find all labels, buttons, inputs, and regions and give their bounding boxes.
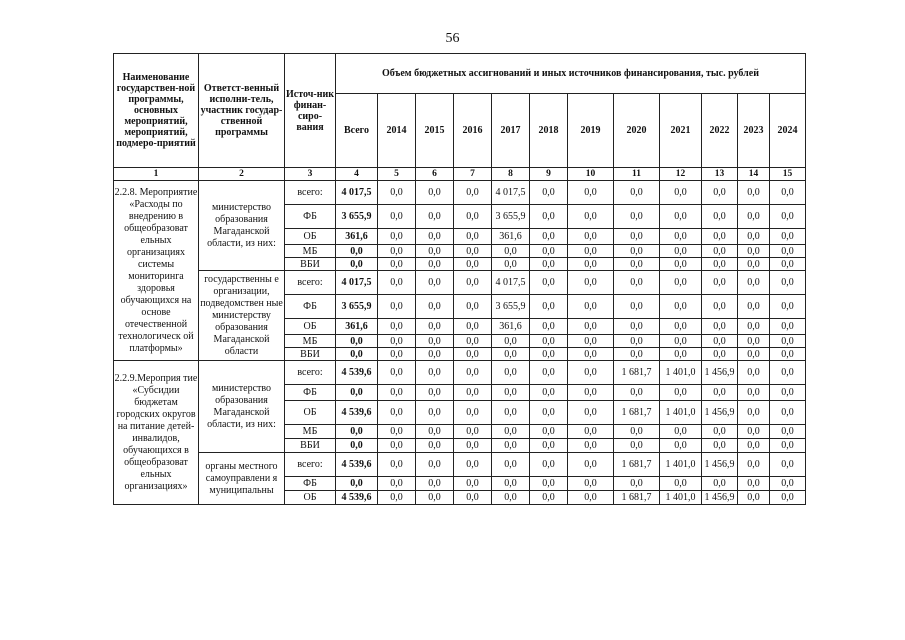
year-value-cell: 0,0 [770, 361, 806, 385]
year-value-cell: 0,0 [454, 319, 492, 335]
year-value-cell: 361,6 [492, 229, 530, 245]
year-value-cell: 0,0 [770, 258, 806, 271]
year-value-cell: 0,0 [660, 245, 702, 258]
executor-cell: органы местного самоуправлени я муниципальны [199, 453, 285, 505]
header-total: Всего [336, 94, 378, 168]
table-row [114, 361, 806, 385]
header-year: 2022 [702, 94, 738, 168]
year-value-cell: 0,0 [660, 385, 702, 401]
year-value-cell: 0,0 [568, 361, 614, 385]
year-value-cell: 0,0 [416, 181, 454, 205]
column-index: 1 [114, 168, 199, 181]
year-value-cell: 0,0 [738, 401, 770, 425]
total-cell: 0,0 [336, 385, 378, 401]
column-index: 9 [530, 168, 568, 181]
year-value-cell: 0,0 [770, 319, 806, 335]
year-value-cell: 0,0 [530, 439, 568, 453]
column-index: 5 [378, 168, 416, 181]
year-value-cell: 0,0 [416, 439, 454, 453]
year-value-cell: 0,0 [530, 319, 568, 335]
total-cell: 0,0 [336, 258, 378, 271]
year-value-cell: 0,0 [454, 348, 492, 361]
total-cell: 4 017,5 [336, 181, 378, 205]
source-cell: МБ [285, 245, 336, 258]
year-value-cell: 0,0 [568, 205, 614, 229]
year-value-cell: 0,0 [660, 295, 702, 319]
year-value-cell: 0,0 [568, 477, 614, 491]
year-value-cell: 0,0 [738, 181, 770, 205]
year-value-cell: 0,0 [492, 258, 530, 271]
total-cell: 0,0 [336, 477, 378, 491]
year-value-cell: 0,0 [568, 319, 614, 335]
year-value-cell: 0,0 [614, 258, 660, 271]
header-year: 2024 [770, 94, 806, 168]
year-value-cell: 0,0 [454, 439, 492, 453]
year-value-cell: 0,0 [738, 295, 770, 319]
year-value-cell: 1 401,0 [660, 361, 702, 385]
year-value-cell: 0,0 [454, 335, 492, 348]
year-value-cell: 0,0 [770, 181, 806, 205]
header-year: 2018 [530, 94, 568, 168]
year-value-cell: 0,0 [568, 295, 614, 319]
total-cell: 0,0 [336, 245, 378, 258]
year-value-cell: 0,0 [568, 271, 614, 295]
year-value-cell: 0,0 [378, 271, 416, 295]
source-cell: всего: [285, 453, 336, 477]
year-value-cell: 0,0 [416, 401, 454, 425]
year-value-cell: 0,0 [454, 425, 492, 439]
year-value-cell: 0,0 [702, 319, 738, 335]
header-executor: Ответст-венный исполни-тель, участник государ-ственной программы [199, 54, 285, 168]
year-value-cell: 0,0 [416, 491, 454, 505]
year-value-cell: 0,0 [738, 229, 770, 245]
year-value-cell: 0,0 [416, 425, 454, 439]
year-value-cell: 0,0 [530, 205, 568, 229]
budget-table [113, 53, 806, 505]
year-value-cell: 0,0 [660, 229, 702, 245]
header-year: 2019 [568, 94, 614, 168]
year-value-cell: 0,0 [530, 295, 568, 319]
executor-cell: государственны е организации, подведомствен ные министерству образования Магаданской области [199, 271, 285, 361]
year-value-cell: 0,0 [416, 477, 454, 491]
year-value-cell: 0,0 [492, 425, 530, 439]
year-value-cell: 0,0 [614, 477, 660, 491]
year-value-cell: 0,0 [702, 385, 738, 401]
year-value-cell: 0,0 [738, 205, 770, 229]
year-value-cell: 0,0 [770, 335, 806, 348]
year-value-cell: 0,0 [530, 245, 568, 258]
total-cell: 0,0 [336, 348, 378, 361]
year-value-cell: 0,0 [568, 258, 614, 271]
source-cell: ФБ [285, 477, 336, 491]
year-value-cell: 0,0 [530, 385, 568, 401]
year-value-cell: 0,0 [454, 401, 492, 425]
column-index: 7 [454, 168, 492, 181]
total-cell: 4 017,5 [336, 271, 378, 295]
year-value-cell: 0,0 [738, 361, 770, 385]
year-value-cell: 0,0 [660, 205, 702, 229]
year-value-cell: 0,0 [454, 181, 492, 205]
year-value-cell: 0,0 [454, 271, 492, 295]
source-cell: ВБИ [285, 348, 336, 361]
year-value-cell: 0,0 [770, 491, 806, 505]
year-value-cell: 0,0 [492, 491, 530, 505]
year-value-cell: 0,0 [738, 271, 770, 295]
year-value-cell: 0,0 [702, 258, 738, 271]
year-value-cell: 0,0 [416, 319, 454, 335]
year-value-cell: 0,0 [614, 385, 660, 401]
year-value-cell: 0,0 [614, 245, 660, 258]
year-value-cell: 0,0 [416, 229, 454, 245]
year-value-cell: 0,0 [454, 385, 492, 401]
year-value-cell: 0,0 [738, 319, 770, 335]
total-cell: 361,6 [336, 319, 378, 335]
year-value-cell: 0,0 [738, 453, 770, 477]
year-value-cell: 0,0 [530, 491, 568, 505]
year-value-cell: 0,0 [568, 335, 614, 348]
source-cell: ФБ [285, 205, 336, 229]
year-value-cell: 4 017,5 [492, 271, 530, 295]
year-value-cell: 0,0 [702, 335, 738, 348]
year-value-cell: 0,0 [492, 245, 530, 258]
source-cell: ВБИ [285, 439, 336, 453]
column-index: 4 [336, 168, 378, 181]
year-value-cell: 0,0 [454, 295, 492, 319]
year-value-cell: 1 681,7 [614, 453, 660, 477]
year-value-cell: 0,0 [378, 229, 416, 245]
source-cell: ОБ [285, 401, 336, 425]
year-value-cell: 0,0 [378, 491, 416, 505]
column-index: 13 [702, 168, 738, 181]
year-value-cell: 0,0 [738, 335, 770, 348]
year-value-cell: 0,0 [660, 181, 702, 205]
year-value-cell: 0,0 [416, 348, 454, 361]
year-value-cell: 0,0 [492, 348, 530, 361]
year-value-cell: 0,0 [530, 258, 568, 271]
source-cell: всего: [285, 361, 336, 385]
year-value-cell: 0,0 [530, 271, 568, 295]
year-value-cell: 0,0 [454, 491, 492, 505]
column-index: 6 [416, 168, 454, 181]
year-value-cell: 0,0 [770, 401, 806, 425]
year-value-cell: 0,0 [378, 295, 416, 319]
year-value-cell: 0,0 [568, 181, 614, 205]
year-value-cell: 0,0 [378, 385, 416, 401]
year-value-cell: 0,0 [770, 205, 806, 229]
year-value-cell: 0,0 [568, 401, 614, 425]
year-value-cell: 0,0 [492, 453, 530, 477]
year-value-cell: 0,0 [492, 439, 530, 453]
year-value-cell: 0,0 [454, 205, 492, 229]
year-value-cell: 0,0 [416, 361, 454, 385]
source-cell: ОБ [285, 491, 336, 505]
column-index: 8 [492, 168, 530, 181]
year-value-cell: 0,0 [568, 491, 614, 505]
year-value-cell: 0,0 [454, 229, 492, 245]
year-value-cell: 0,0 [660, 439, 702, 453]
executor-cell: министерство образования Магаданской области, из них: [199, 181, 285, 271]
year-value-cell: 0,0 [454, 361, 492, 385]
year-value-cell: 0,0 [614, 439, 660, 453]
year-value-cell: 0,0 [492, 335, 530, 348]
year-value-cell: 1 456,9 [702, 491, 738, 505]
source-cell: ФБ [285, 295, 336, 319]
year-value-cell: 0,0 [454, 258, 492, 271]
column-index: 15 [770, 168, 806, 181]
year-value-cell: 0,0 [378, 439, 416, 453]
year-value-cell: 3 655,9 [492, 205, 530, 229]
year-value-cell: 0,0 [378, 425, 416, 439]
year-value-cell: 1 456,9 [702, 361, 738, 385]
header-year: 2020 [614, 94, 660, 168]
year-value-cell: 1 456,9 [702, 401, 738, 425]
year-value-cell: 0,0 [738, 491, 770, 505]
total-cell: 4 539,6 [336, 361, 378, 385]
header-name: Наименование государствен-ной программы, основных мероприятий, мероприятий, подмеро-приятий [114, 54, 199, 168]
year-value-cell: 0,0 [702, 425, 738, 439]
total-cell: 361,6 [336, 229, 378, 245]
year-value-cell: 0,0 [660, 348, 702, 361]
year-value-cell: 0,0 [660, 258, 702, 271]
year-value-cell: 3 655,9 [492, 295, 530, 319]
year-value-cell: 0,0 [568, 245, 614, 258]
header-year: 2021 [660, 94, 702, 168]
column-index: 3 [285, 168, 336, 181]
executor-cell: министерство образования Магаданской области, из них: [199, 361, 285, 453]
year-value-cell: 0,0 [770, 425, 806, 439]
year-value-cell: 0,0 [702, 245, 738, 258]
year-value-cell: 0,0 [614, 425, 660, 439]
year-value-cell: 0,0 [568, 439, 614, 453]
year-value-cell: 0,0 [530, 229, 568, 245]
source-cell: МБ [285, 425, 336, 439]
year-value-cell: 1 681,7 [614, 361, 660, 385]
year-value-cell: 0,0 [770, 348, 806, 361]
total-cell: 0,0 [336, 439, 378, 453]
year-value-cell: 0,0 [416, 205, 454, 229]
year-value-cell: 0,0 [614, 319, 660, 335]
year-value-cell: 1 401,0 [660, 453, 702, 477]
year-value-cell: 0,0 [738, 425, 770, 439]
year-value-cell: 0,0 [770, 477, 806, 491]
year-value-cell: 0,0 [702, 439, 738, 453]
year-value-cell: 4 017,5 [492, 181, 530, 205]
year-value-cell: 1 681,7 [614, 401, 660, 425]
year-value-cell: 0,0 [416, 385, 454, 401]
year-value-cell: 0,0 [568, 348, 614, 361]
year-value-cell: 1 456,9 [702, 453, 738, 477]
header-year: 2014 [378, 94, 416, 168]
year-value-cell: 0,0 [416, 453, 454, 477]
total-cell: 0,0 [336, 425, 378, 439]
header-year: 2016 [454, 94, 492, 168]
measure-name: 2.2.9.Мероприя тие «Субсидии бюджетам городских округов на питание детей-инвалидов, обучающихся в общеобразоват ельных организациях» [114, 361, 199, 505]
total-cell: 0,0 [336, 335, 378, 348]
year-value-cell: 0,0 [614, 181, 660, 205]
year-value-cell: 0,0 [378, 348, 416, 361]
year-value-cell: 0,0 [416, 271, 454, 295]
year-value-cell: 0,0 [702, 295, 738, 319]
year-value-cell: 1 401,0 [660, 491, 702, 505]
column-index: 12 [660, 168, 702, 181]
year-value-cell: 0,0 [530, 181, 568, 205]
year-value-cell: 0,0 [660, 319, 702, 335]
header-year: 2023 [738, 94, 770, 168]
year-value-cell: 0,0 [614, 295, 660, 319]
year-value-cell: 0,0 [738, 385, 770, 401]
total-cell: 4 539,6 [336, 401, 378, 425]
year-value-cell: 0,0 [378, 319, 416, 335]
table-row [114, 453, 806, 477]
table-row [114, 181, 806, 205]
year-value-cell: 0,0 [770, 229, 806, 245]
year-value-cell: 1 401,0 [660, 401, 702, 425]
source-cell: всего: [285, 271, 336, 295]
column-index: 10 [568, 168, 614, 181]
total-cell: 3 655,9 [336, 295, 378, 319]
year-value-cell: 0,0 [770, 295, 806, 319]
year-value-cell: 0,0 [770, 385, 806, 401]
year-value-cell: 0,0 [614, 271, 660, 295]
year-value-cell: 0,0 [702, 229, 738, 245]
year-value-cell: 0,0 [454, 245, 492, 258]
total-cell: 4 539,6 [336, 453, 378, 477]
source-cell: ОБ [285, 319, 336, 335]
year-value-cell: 0,0 [378, 361, 416, 385]
header-source: Источ-ник финан-сиро-вания [285, 54, 336, 168]
year-value-cell: 0,0 [530, 425, 568, 439]
year-value-cell: 0,0 [568, 385, 614, 401]
total-cell: 3 655,9 [336, 205, 378, 229]
year-value-cell: 0,0 [614, 205, 660, 229]
year-value-cell: 0,0 [378, 453, 416, 477]
year-value-cell: 0,0 [770, 453, 806, 477]
year-value-cell: 0,0 [530, 348, 568, 361]
year-value-cell: 1 681,7 [614, 491, 660, 505]
year-value-cell: 0,0 [568, 229, 614, 245]
year-value-cell: 0,0 [568, 425, 614, 439]
year-value-cell: 0,0 [738, 245, 770, 258]
source-cell: ВБИ [285, 258, 336, 271]
year-value-cell: 0,0 [530, 453, 568, 477]
header-year: 2015 [416, 94, 454, 168]
year-value-cell: 0,0 [702, 477, 738, 491]
year-value-cell: 0,0 [416, 295, 454, 319]
year-value-cell: 0,0 [770, 439, 806, 453]
source-cell: ФБ [285, 385, 336, 401]
year-value-cell: 0,0 [738, 439, 770, 453]
year-value-cell: 0,0 [738, 477, 770, 491]
year-value-cell: 0,0 [492, 477, 530, 491]
year-value-cell: 0,0 [702, 205, 738, 229]
year-value-cell: 0,0 [378, 245, 416, 258]
year-value-cell: 0,0 [614, 348, 660, 361]
year-value-cell: 0,0 [770, 245, 806, 258]
year-value-cell: 0,0 [738, 258, 770, 271]
year-value-cell: 0,0 [702, 271, 738, 295]
year-value-cell: 0,0 [530, 335, 568, 348]
year-value-cell: 0,0 [568, 453, 614, 477]
year-value-cell: 0,0 [660, 425, 702, 439]
year-value-cell: 0,0 [416, 335, 454, 348]
source-cell: всего: [285, 181, 336, 205]
year-value-cell: 0,0 [530, 477, 568, 491]
column-index: 2 [199, 168, 285, 181]
column-index: 11 [614, 168, 660, 181]
measure-name: 2.2.8. Мероприятие «Расходы по внедрению в общеобразоват ельных организациях системы мониторинга здоровья обучающихся на основе отечественной технологическ ой платформы» [114, 181, 199, 361]
source-cell: ОБ [285, 229, 336, 245]
year-value-cell: 0,0 [702, 181, 738, 205]
header-volume: Объем бюджетных ассигнований и иных источников финансирования, тыс. рублей [336, 54, 806, 94]
total-cell: 4 539,6 [336, 491, 378, 505]
year-value-cell: 0,0 [530, 361, 568, 385]
year-value-cell: 0,0 [770, 271, 806, 295]
year-value-cell: 0,0 [660, 335, 702, 348]
year-value-cell: 0,0 [738, 348, 770, 361]
year-value-cell: 0,0 [492, 385, 530, 401]
header-year: 2017 [492, 94, 530, 168]
year-value-cell: 0,0 [660, 271, 702, 295]
year-value-cell: 0,0 [614, 335, 660, 348]
year-value-cell: 0,0 [492, 361, 530, 385]
year-value-cell: 0,0 [492, 401, 530, 425]
year-value-cell: 0,0 [378, 477, 416, 491]
table-row [114, 271, 806, 295]
year-value-cell: 0,0 [416, 245, 454, 258]
year-value-cell: 0,0 [416, 258, 454, 271]
year-value-cell: 0,0 [454, 453, 492, 477]
year-value-cell: 0,0 [454, 477, 492, 491]
year-value-cell: 0,0 [702, 348, 738, 361]
year-value-cell: 0,0 [378, 258, 416, 271]
year-value-cell: 361,6 [492, 319, 530, 335]
year-value-cell: 0,0 [378, 205, 416, 229]
year-value-cell: 0,0 [378, 335, 416, 348]
source-cell: МБ [285, 335, 336, 348]
year-value-cell: 0,0 [378, 181, 416, 205]
year-value-cell: 0,0 [530, 401, 568, 425]
year-value-cell: 0,0 [660, 477, 702, 491]
year-value-cell: 0,0 [378, 401, 416, 425]
year-value-cell: 0,0 [614, 229, 660, 245]
column-index: 14 [738, 168, 770, 181]
page-number: 56 [445, 31, 460, 46]
